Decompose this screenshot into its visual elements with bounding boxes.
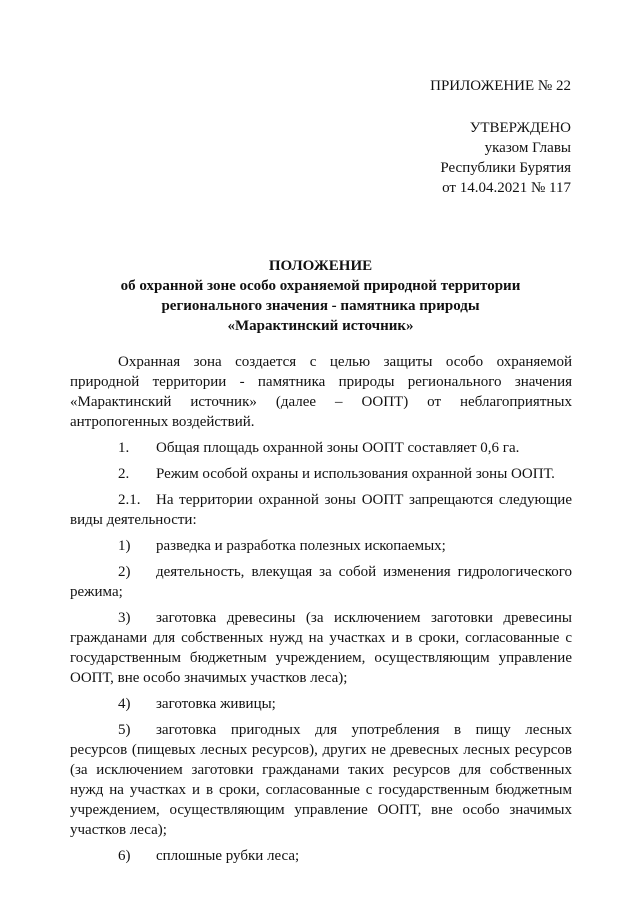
appendix-label: ПРИЛОЖЕНИЕ № 22 [430, 78, 571, 94]
approval-block [440, 118, 571, 198]
item-number: 2.1. [118, 492, 141, 508]
item-number: 6) [118, 848, 131, 864]
list-item [70, 846, 572, 866]
item-number: 4) [118, 696, 131, 712]
item-text: Общая площадь охранной зоны ООПТ составляет 0,6 га. [156, 440, 520, 456]
list-item [70, 490, 572, 530]
item-number: 1) [118, 538, 131, 554]
item-text: деятельность, влекущая за собой изменения гидрологического [156, 564, 572, 580]
title-line: об охранной зоне особо охраняемой природной территории [120, 278, 521, 294]
title-line: «Марактинский источник» [227, 318, 414, 334]
title-line: ПОЛОЖЕНИЕ [268, 258, 373, 274]
document-body [70, 352, 572, 872]
list-item [70, 694, 572, 714]
list-item [70, 438, 572, 458]
item-number: 2) [118, 564, 131, 580]
intro-paragraph: Охранная зона создается с целью защиты особо охраняемой природной территории - памятника природы регионального значения «Марактинский источник» (далее – ООПТ) от неблагоприятных антропогенных воздействий. [70, 354, 572, 430]
item-number: 1. [118, 440, 130, 456]
item-text: разведка и разработка полезных ископаемых; [156, 538, 446, 554]
approved-line: Республики Бурятия [440, 160, 571, 176]
approved-line: указом Главы [484, 140, 571, 156]
title-line: регионального значения - памятника природы [161, 298, 480, 314]
list-item [70, 720, 572, 840]
item-text: заготовка живицы; [156, 696, 276, 712]
item-text: заготовка пригодных для употребления в пищу лесных [156, 722, 572, 738]
list-item [70, 464, 572, 484]
list-item [70, 536, 572, 556]
item-text: заготовка древесины (за исключением заготовки древесины [156, 610, 572, 626]
item-number: 2. [118, 466, 130, 482]
approved-line: УТВЕРЖДЕНО [469, 120, 571, 136]
list-item [70, 608, 572, 688]
approved-line: от 14.04.2021 № 117 [442, 180, 571, 196]
item-continuation: режима; [70, 584, 123, 600]
item-text: Режим особой охраны и использования охранной зоны ООПТ. [156, 466, 555, 482]
item-number: 3) [118, 610, 131, 626]
item-continuation: ресурсов (пищевых лесных ресурсов), других не древесных лесных ресурсов (за исключением заготовки гражданами таких ресурсов для собственных нужд на участках и в сроки, согласованные с государственным бюджетным учреждением, осуществляющим управление ООПТ, вне особо значимых участков леса); [70, 742, 572, 838]
item-text: На территории охранной зоны ООПТ запрещаются следующие [156, 492, 572, 508]
item-continuation: гражданами для собственных нужд на участках и в сроки, согласованные с государственным бюджетным учреждением, осуществляющим управление ООПТ, вне особо значимых участков леса); [70, 630, 572, 686]
item-number: 5) [118, 722, 131, 738]
list-item [70, 562, 572, 602]
item-text: сплошные рубки леса; [156, 848, 300, 864]
item-continuation: виды деятельности: [70, 512, 197, 528]
document-title [70, 256, 571, 336]
